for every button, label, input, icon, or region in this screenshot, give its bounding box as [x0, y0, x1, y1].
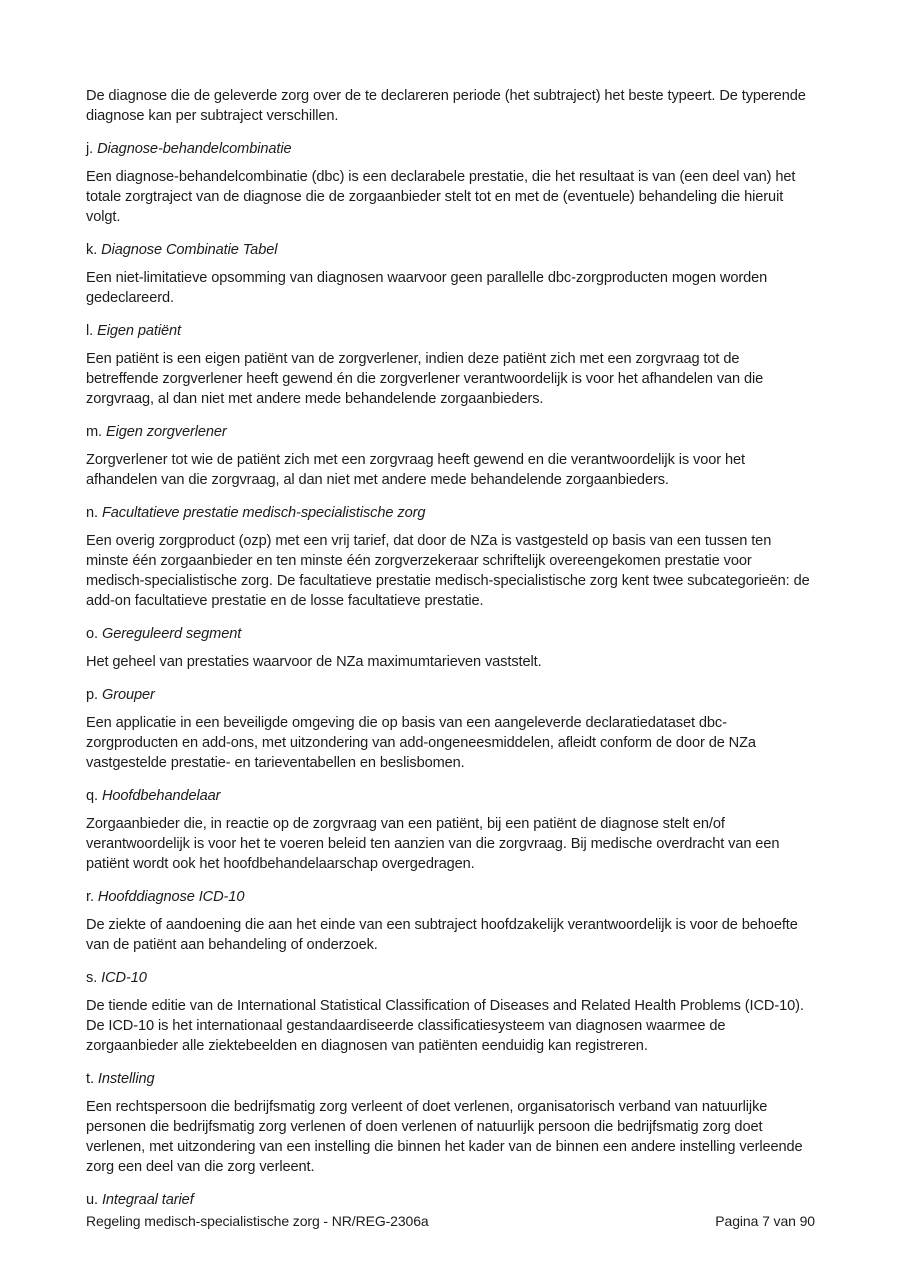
definition-body-l: Een patiënt is een eigen patiënt van de zorgverlener, indien deze patiënt zich met een zorgvraag tot de betreffende zorgverlener heeft gewend én die zorgverlener verantwoordelijk is voor het afhandelen van die zorgvraag, al dan niet met andere mede behandelende zorgaanbieders.: [86, 351, 764, 407]
definition-term: Eigen zorgverlener: [105, 424, 227, 440]
definition-term: Eigen patiënt: [97, 323, 181, 339]
definition-heading-k: [86, 240, 810, 260]
definition-heading-r: [86, 887, 810, 907]
definition-letter: s.: [86, 970, 98, 986]
definition-body-q: Zorgaanbieder die, in reactie op de zorgvraag van een patiënt, bij een patiënt de diagnose stelt en/of verantwoordelijk is voor het te voeren beleid ten aanzien van die zorgvraag. Bij medische overdracht van een patiënt wordt ook het hoofdbehandelaarschap overgedragen.: [86, 816, 780, 872]
definition-term: ICD-10: [101, 970, 147, 986]
definition-body-p: Een applicatie in een beveiligde omgeving die op basis van een aangeleverde declaratiedataset dbc-zorgproducten en add-ons, met uitzondering van add-ongeneesmiddelen, afleidt conform de door de NZa vastgestelde prestatie- en tarieventabellen en beslisbomen.: [86, 715, 756, 771]
definition-body-j: Een diagnose-behandelcombinatie (dbc) is een declarabele prestatie, die het resultaat is van (een deel van) het totale zorgtraject van de diagnose die de zorgaanbieder stelt tot en met de (eventuele) behandeling die hieruit volgt.: [86, 169, 796, 225]
definition-term: Hoofddiagnose ICD-10: [97, 889, 245, 905]
definition-body-m: Zorgverlener tot wie de patiënt zich met een zorgvraag heeft gewend en die verantwoordelijk is voor het afhandelen van die zorgvraag, al dan niet met andere mede behandelende zorgaanbieders.: [86, 452, 745, 488]
definition-heading-q: [86, 786, 810, 806]
definition-body-o: Het geheel van prestaties waarvoor de NZa maximumtarieven vaststelt.: [86, 654, 542, 670]
definition-term: Gereguleerd segment: [101, 626, 242, 642]
definition-letter: p.: [86, 687, 98, 703]
definition-heading-j: [86, 139, 810, 159]
definition-heading-p: [86, 685, 810, 705]
definition-letter: o.: [86, 626, 98, 642]
intro-paragraph: De diagnose die de geleverde zorg over de te declareren periode (het subtraject) het beste typeert. De typerende diagnose kan per subtraject verschillen.: [86, 88, 806, 124]
document-body: [86, 86, 810, 1218]
definition-body-n: Een overig zorgproduct (ozp) met een vrij tarief, dat door de NZa is vastgesteld op basis van een tussen ten minste één zorgaanbieder en ten minste één zorgverzekeraar schriftelijk overeengekomen prestatie voor medisch-specialistische zorg. De facultatieve prestatie medisch-specialistische zorg kent twee subcategorieën: de add-on facultatieve prestatie en de losse facultatieve prestatie.: [86, 533, 810, 609]
definition-body-r: De ziekte of aandoening die aan het einde van een subtraject hoofdzakelijk verantwoordelijk is voor de behoefte van de patiënt aan behandeling of onderzoek.: [86, 917, 798, 953]
definition-body-s: De tiende editie van de International Statistical Classification of Diseases and Related Health Problems (ICD-10). De ICD-10 is het internationaal gestandaardiseerde classificatiesysteem van diagnosen waarmee de zorgaanbieder alle ziektebeelden en diagnosen van patiënten eenduidig kan registreren.: [86, 998, 804, 1054]
definition-letter: l.: [86, 323, 94, 339]
definition-term: Grouper: [101, 687, 155, 703]
footer-document-title: Regeling medisch-specialistische zorg - NR/REG-2306a: [86, 1213, 429, 1229]
definition-term: Instelling: [97, 1071, 155, 1087]
definition-letter: j.: [86, 141, 94, 157]
definition-term: Hoofdbehandelaar: [101, 788, 221, 804]
definition-body-k: Een niet-limitatieve opsomming van diagnosen waarvoor geen parallelle dbc-zorgproducten mogen worden gedeclareerd.: [86, 270, 768, 306]
page-footer: [86, 1212, 815, 1230]
definition-heading-n: [86, 503, 810, 523]
definition-body-t: Een rechtspersoon die bedrijfsmatig zorg verleent of doet verlenen, organisatorisch verband van natuurlijke personen die bedrijfsmatig zorg verlenen of doen verlenen of natuurlijk persoon die bedrijfsmatig zorg doet verlenen, met uitzondering van een instelling die binnen het kader van de binnen een andere instelling verleende zorg een deel van die zorg verleent.: [86, 1099, 803, 1175]
definition-heading-s: [86, 968, 810, 988]
definition-letter: n.: [86, 505, 98, 521]
definition-letter: t.: [86, 1071, 94, 1087]
definition-letter: k.: [86, 242, 98, 258]
footer-page-indicator: Pagina 7 van 90: [715, 1213, 815, 1229]
definition-heading-m: [86, 422, 810, 442]
definition-term: Diagnose Combinatie Tabel: [101, 242, 278, 258]
definition-heading-o: [86, 624, 810, 644]
definition-term: Diagnose-behandelcombinatie: [97, 141, 292, 157]
definition-heading-l: [86, 321, 810, 341]
definition-letter: m.: [86, 424, 103, 440]
definition-letter: q.: [86, 788, 98, 804]
definition-letter: u.: [86, 1192, 98, 1208]
definition-term: Facultatieve prestatie medisch-specialistische zorg: [101, 505, 426, 521]
definition-letter: r.: [86, 889, 94, 905]
definition-heading-t: [86, 1069, 810, 1089]
definition-heading-u: [86, 1190, 810, 1210]
definition-term: Integraal tarief: [101, 1192, 194, 1208]
